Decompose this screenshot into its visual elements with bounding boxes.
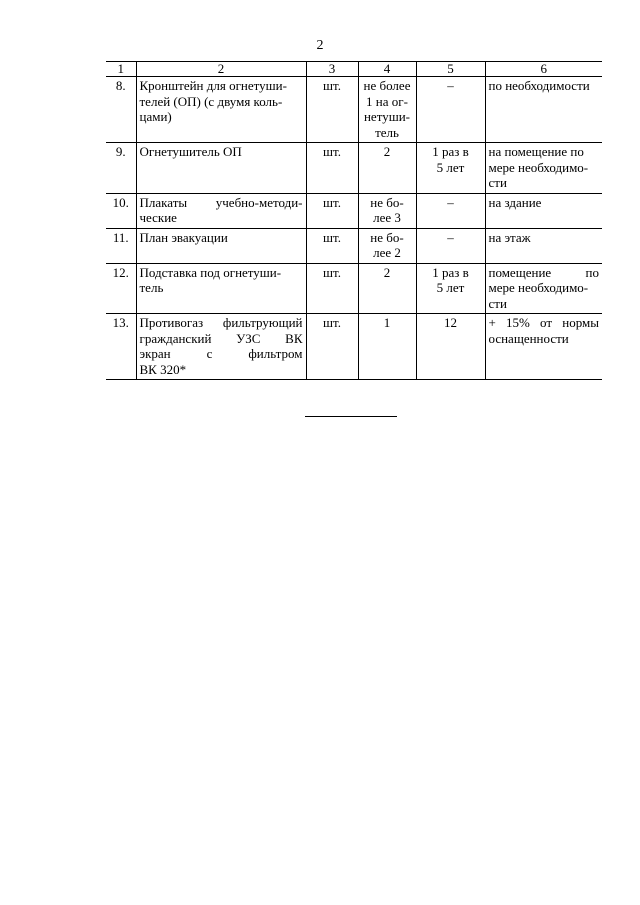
equipment-table [106,61,602,380]
table-header-row [106,62,602,77]
table-row [106,228,602,263]
item-name: Огнетушитель ОП [136,143,306,194]
item-period: – [416,228,485,263]
column-header: 3 [306,62,358,77]
item-quantity: не бо- лее 3 [358,193,416,228]
item-unit: шт. [306,228,358,263]
item-name: Противогаз фильтрующий гражданский УЗС ВК экран с фильтром ВК 320* [136,314,306,380]
table-row [106,193,602,228]
item-note: на этаж [485,228,602,263]
item-period: 1 раз в 5 лет [416,143,485,194]
item-quantity: не более 1 на ог- нетуши- тель [358,77,416,143]
page-number: 2 [316,38,324,53]
item-note: помещение по мере необходимо- сти [485,263,602,314]
item-name: Плакаты учебно-методи- ческие [136,193,306,228]
item-note: на помещение по мере необходимо- сти [485,143,602,194]
column-header: 5 [416,62,485,77]
item-note: по необходимости [485,77,602,143]
table-row [106,314,602,380]
column-header: 2 [136,62,306,77]
item-unit: шт. [306,143,358,194]
item-quantity: 1 [358,314,416,380]
row-number: 13. [106,314,136,380]
row-number: 11. [106,228,136,263]
end-of-document-rule [305,416,397,417]
column-header: 1 [106,62,136,77]
row-number: 12. [106,263,136,314]
item-quantity: не бо- лее 2 [358,228,416,263]
item-period: 12 [416,314,485,380]
item-quantity: 2 [358,263,416,314]
item-name: Подставка под огнетуши- тель [136,263,306,314]
row-number: 8. [106,77,136,143]
item-name: План эвакуации [136,228,306,263]
row-number: 9. [106,143,136,194]
item-note: + 15% от нормы оснащенности [485,314,602,380]
table-row [106,77,602,143]
item-unit: шт. [306,314,358,380]
table-row [106,143,602,194]
item-quantity: 2 [358,143,416,194]
column-header: 6 [485,62,602,77]
item-unit: шт. [306,193,358,228]
item-period: – [416,77,485,143]
item-unit: шт. [306,263,358,314]
row-number: 10. [106,193,136,228]
item-name: Кронштейн для огнетуши- телей (ОП) (с двумя коль- цами) [136,77,306,143]
column-header: 4 [358,62,416,77]
table-row [106,263,602,314]
item-period: 1 раз в 5 лет [416,263,485,314]
item-unit: шт. [306,77,358,143]
item-note: на здание [485,193,602,228]
item-period: – [416,193,485,228]
